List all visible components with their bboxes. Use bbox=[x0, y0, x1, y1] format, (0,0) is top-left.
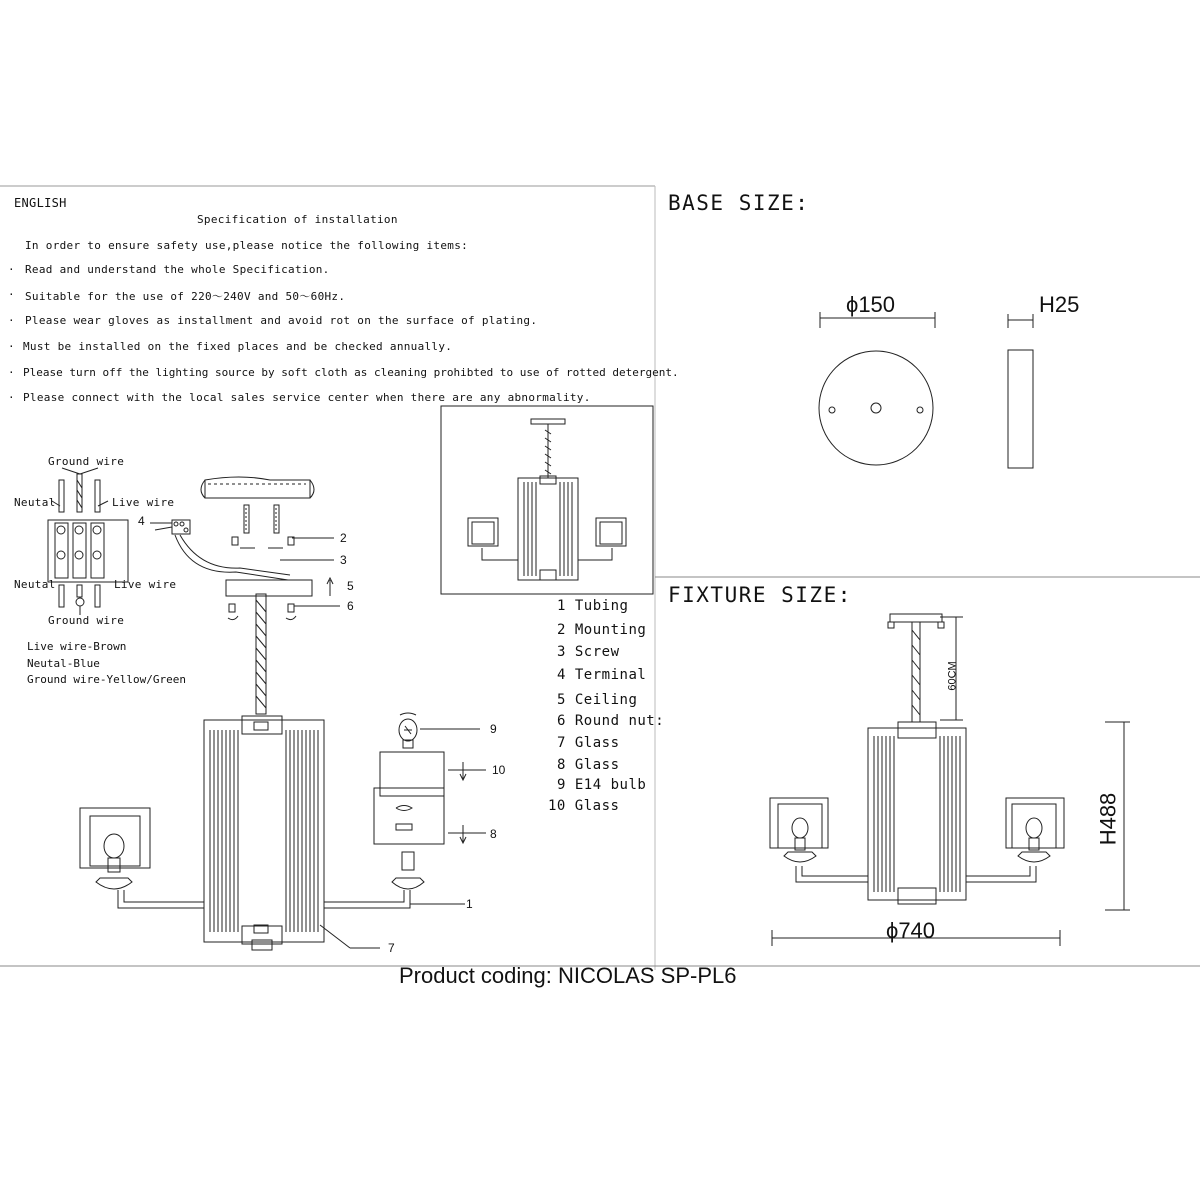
neutral-label-bottom: Neutal bbox=[14, 578, 56, 591]
spec-bullet: · bbox=[8, 366, 15, 379]
spec-item: Please wear gloves as installment and avoid rot on the surface of plating. bbox=[25, 314, 538, 327]
preview-box bbox=[441, 406, 653, 594]
spec-item: Please connect with the local sales service center when there are any abnormality. bbox=[23, 391, 591, 404]
chain-left bbox=[256, 594, 266, 714]
base-height-label: H25 bbox=[1039, 292, 1080, 317]
callout-number: 2 bbox=[340, 531, 347, 545]
callout-number: 3 bbox=[340, 553, 347, 567]
spec-bullet: · bbox=[8, 263, 15, 276]
spec-item: Read and understand the whole Specification. bbox=[25, 263, 330, 276]
parts-list-item: 3 Screw bbox=[557, 644, 620, 660]
callout-number: 6 bbox=[347, 599, 354, 613]
parts-list-item: 8 Glass bbox=[557, 757, 620, 773]
parts-list-item: 7 Glass bbox=[557, 735, 620, 751]
parts-list-item: 1 Tubing bbox=[557, 598, 629, 614]
base-drawing bbox=[819, 312, 1033, 468]
spec-item: Please turn off the lighting source by soft cloth as cleaning prohibted to use of rotted detergent. bbox=[23, 366, 679, 379]
chain-length-label: 60CM bbox=[946, 661, 959, 691]
spec-bullet: · bbox=[8, 314, 15, 327]
wire-legend-item: Neutal-Blue bbox=[27, 657, 100, 670]
live-wire-label-top: Live wire bbox=[112, 496, 175, 509]
callout-number: 7 bbox=[388, 941, 395, 955]
live-wire-label-bottom: Live wire bbox=[114, 578, 177, 591]
fixture-left bbox=[80, 716, 465, 950]
spec-bullet: · bbox=[8, 340, 15, 353]
spec-bullet: · bbox=[8, 391, 15, 404]
base-diameter-label: ϕ150 bbox=[846, 292, 896, 317]
wire-legend-item: Live wire-Brown bbox=[27, 640, 127, 653]
base-size-heading: BASE SIZE: bbox=[668, 191, 810, 215]
callout-number: 5 bbox=[347, 579, 354, 593]
spec-title: Specification of installation bbox=[197, 213, 398, 226]
callout-number: 1 bbox=[466, 897, 473, 911]
callout-number: 10 bbox=[492, 763, 506, 777]
fixture-height-label: H488 bbox=[1095, 792, 1121, 846]
shade-parts bbox=[374, 713, 486, 844]
parts-list-item: 2 Mounting bbox=[557, 622, 647, 638]
callout-number: 4 bbox=[138, 514, 145, 528]
mounting-exploded bbox=[172, 477, 333, 620]
spec-item: Must be installed on the fixed places and be checked annually. bbox=[23, 340, 453, 353]
fixture-diameter-label: ϕ740 bbox=[886, 918, 936, 943]
callout-number: 8 bbox=[490, 827, 497, 841]
callout-number: 9 bbox=[490, 722, 497, 736]
ground-wire-label-top: Ground wire bbox=[48, 455, 125, 468]
spec-item: Suitable for the use of 220～240V and 50～60Hz. bbox=[25, 290, 346, 303]
parts-list-item: 9 E14 bulb bbox=[557, 777, 647, 793]
parts-list-item: 10 Glass bbox=[548, 798, 620, 814]
parts-list-item: 4 Terminal bbox=[557, 667, 647, 683]
spec-intro: In order to ensure safety use,please notice the following items: bbox=[25, 239, 469, 252]
product-coding: Product coding: NICOLAS SP-PL6 bbox=[399, 963, 737, 988]
language-label: ENGLISH bbox=[14, 196, 67, 210]
parts-list-item: 6 Round nut: bbox=[557, 713, 665, 729]
ground-wire-label-bottom: Ground wire bbox=[48, 614, 125, 627]
neutral-label-top: Neutal bbox=[14, 496, 56, 509]
spec-bullet: · bbox=[8, 288, 15, 301]
parts-list-item: 5 Ceiling bbox=[557, 692, 638, 708]
wiring-diagram bbox=[48, 468, 128, 615]
wire-legend-item: Ground wire-Yellow/Green bbox=[27, 673, 186, 686]
fixture-size-heading: FIXTURE SIZE: bbox=[668, 583, 852, 607]
